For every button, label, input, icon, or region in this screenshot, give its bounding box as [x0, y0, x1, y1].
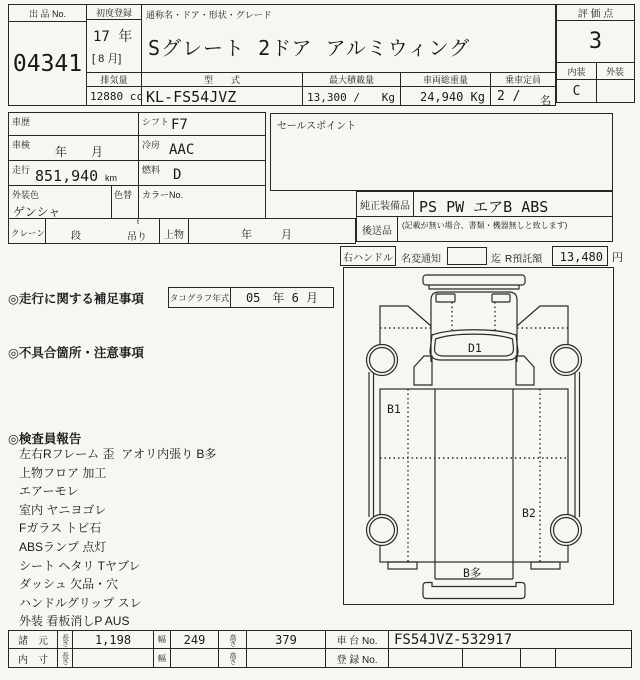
inspector-report-item: ハンドルグリップ スレ [19, 595, 142, 610]
shift-value: F7 [171, 117, 188, 133]
later-items-label: 後送品 [362, 225, 392, 237]
inner-length-col-label-text: 長さ [61, 652, 69, 664]
later-items-note-box [397, 216, 613, 242]
tachograph-label-box [168, 287, 231, 308]
inspector-report-item: ABSランプ 点灯 [19, 539, 107, 554]
inspector-report-item: 外装 看板消しP AUS [19, 614, 130, 629]
interior-label: 内装 [567, 66, 586, 77]
diagram-label-d1: D1 [468, 341, 482, 355]
defects-heading: ◎不具合箇所・注意事項 [8, 346, 144, 360]
shift-label: シフト [142, 117, 170, 127]
inner-row-label: 内 寸 [8, 648, 58, 668]
fuel-label: 燃料 [142, 165, 161, 175]
model-code-box [141, 72, 303, 106]
later-items-note: (記載が無い場合、書類・機器無しと致します) [402, 221, 568, 230]
interior-exterior-header [556, 62, 635, 80]
fuel-value: D [173, 167, 182, 183]
inner-width-value [170, 648, 219, 668]
gross-weight-box [400, 72, 491, 106]
registration-cell-3 [520, 648, 556, 668]
tachograph-label: タコグラフ年式 [169, 292, 230, 303]
chassis-no-label: 車 台 No. [325, 630, 389, 649]
spec-length-value: 1,198 [72, 630, 154, 649]
registration-no-label: 登 録 No. [325, 648, 389, 668]
inspector-report-item: Fガラス トビ石 [19, 521, 102, 536]
crane-label: クレーン [11, 228, 45, 238]
gross-weight-label: 車両総重量 [401, 73, 490, 87]
history-label: 車歴 [12, 117, 31, 127]
inspection-value: 年 月 [55, 145, 104, 159]
inner-length-col-label [57, 648, 73, 668]
first-registration-label: 初度登録 [87, 5, 141, 20]
steering-box [340, 246, 396, 266]
displacement-label: 排気量 [87, 73, 141, 87]
model-code-label: 型 式 [142, 73, 302, 87]
inspector-report-item: エアーモレ [19, 484, 79, 499]
capacity-unit: 名 [540, 95, 551, 107]
first-registration-box [86, 4, 142, 73]
diagram-label-b-multi: B多 [463, 566, 482, 580]
deposit-value-box [552, 246, 608, 266]
color-no-label: カラーNo. [142, 190, 184, 200]
inspection-label: 車検 [12, 140, 31, 150]
spec-height-value: 379 [246, 630, 326, 649]
capacity-value: 2 / [497, 89, 521, 104]
body-unit-year: 年 [241, 229, 252, 241]
inner-width-col-label: 幅 [153, 648, 171, 668]
inspector-report-item: 左右Rフレーム 歪 アオリ内張り B多 [19, 447, 217, 461]
max-payload-label: 最大積載量 [303, 73, 400, 87]
mileage-unit: km [105, 173, 117, 183]
registration-cell-2 [462, 648, 521, 668]
steering-label: 右ハンドル [343, 252, 393, 264]
diagram-label-b1: B1 [387, 402, 401, 416]
chassis-no-value: FS54JVZ-532917 [394, 632, 513, 648]
equipment-value-box [413, 191, 613, 217]
interior-grade: C [572, 83, 581, 99]
diagram-label-b2: B2 [522, 506, 536, 520]
displacement-box [86, 72, 142, 106]
exterior-label: 外装 [605, 66, 624, 77]
inspector-report-heading: ◎検査員報告 [8, 432, 82, 446]
crane-t-label: t [137, 219, 139, 226]
lot-number-label: 出 品 No. [9, 5, 86, 22]
first-registration-year: 17 年 [93, 29, 133, 45]
max-payload-unit: Kg [381, 91, 395, 104]
deposit-unit: 円 [612, 252, 623, 264]
max-payload-box [302, 72, 401, 106]
tachograph-value-box [230, 287, 334, 308]
body-unit-label: 上物 [164, 230, 184, 241]
truck-top-view-diagram [344, 268, 613, 604]
inspector-report-list [19, 445, 339, 631]
registration-no-box [388, 648, 463, 668]
spec-row-label: 諸 元 [8, 630, 58, 649]
interior-exterior-values [556, 79, 635, 103]
max-payload-value: 13,300 / [307, 91, 360, 104]
inspection-row [8, 135, 266, 161]
height-col-label-text: 高さ [229, 633, 236, 646]
equipment-value: PS PW エアB ABS [419, 198, 549, 216]
made-label: 迄 [491, 254, 501, 265]
equipment-label: 純正装備品 [360, 200, 410, 212]
capacity-label: 乗車定員 [491, 73, 555, 87]
grade-score: 3 [588, 29, 603, 54]
history-row [8, 112, 266, 136]
capacity-box [490, 72, 556, 106]
aircon-label: 冷房 [142, 140, 161, 150]
name-change-value-box [447, 247, 487, 265]
later-items-label-box [356, 216, 398, 242]
crane-dan-label: 段 [71, 231, 81, 242]
spec-width-value: 249 [170, 630, 219, 649]
length-col-label-text: 長さ [61, 633, 69, 646]
exterior-color-label: 外装色 [12, 190, 40, 200]
sales-point-label: セールスポイント [277, 121, 357, 132]
chassis-no-box [388, 630, 632, 649]
body-unit-month: 月 [281, 229, 292, 241]
inner-height-value [246, 648, 326, 668]
deposit-value: 13,480 [559, 250, 603, 264]
lot-number-box [8, 4, 87, 106]
vehicle-name-box [141, 4, 556, 73]
mileage-label: 走行 [12, 165, 31, 175]
height-col-label [218, 630, 247, 649]
inspector-report-item: 室内 ヤニヨゴレ [19, 502, 107, 517]
inner-height-col-label-text: 高さ [229, 652, 236, 664]
registration-cell-4 [555, 648, 632, 668]
displacement-value: 12880 cc [90, 90, 143, 103]
mileage-row [8, 160, 266, 186]
recolor-label: 色替 [114, 190, 133, 200]
tachograph-value: 05 年 6 月 [245, 291, 319, 305]
inspector-report-item: シート ヘタリ Tヤブレ [19, 558, 141, 573]
first-registration-month: [ 8 月] [92, 53, 122, 65]
vehicle-name-value: Sグレート 2ドア アルミウィング [148, 36, 471, 60]
exterior-color-value: ゲンシャ [13, 205, 61, 219]
grade-label: 評 価 点 [577, 9, 614, 20]
model-code-value: KL-FS54JVZ [146, 88, 237, 106]
length-col-label [57, 630, 73, 649]
vehicle-name-label: 通称名・ドア・形状・グレード [146, 10, 272, 20]
grade-header [556, 4, 635, 21]
width-col-label: 幅 [153, 630, 171, 649]
aircon-value: AAC [169, 142, 195, 158]
sales-point-box [270, 113, 613, 191]
gross-weight-value: 24,940 Kg [419, 90, 485, 104]
equipment-label-box [356, 191, 414, 217]
grade-score-box [556, 20, 635, 63]
inner-length-value [72, 648, 154, 668]
vehicle-diagram-box [343, 267, 614, 605]
inspector-report-item: 上物フロア 加工 [19, 465, 107, 480]
lot-number-value: 04341 [12, 50, 83, 77]
exterior-grade [596, 80, 634, 102]
crane-row [8, 218, 356, 244]
exterior-color-row [8, 185, 266, 219]
mileage-value: 851,940 [35, 167, 99, 185]
name-change-label: 名変通知 [401, 254, 441, 265]
crane-tsuri-label: 吊り [127, 232, 147, 243]
mileage-note-heading: ◎走行に関する補足事項 [8, 292, 144, 306]
inner-height-col-label [218, 648, 247, 668]
deposit-label: R預託額 [505, 254, 543, 265]
inspector-report-item: ダッシュ 欠品・穴 [19, 577, 119, 592]
